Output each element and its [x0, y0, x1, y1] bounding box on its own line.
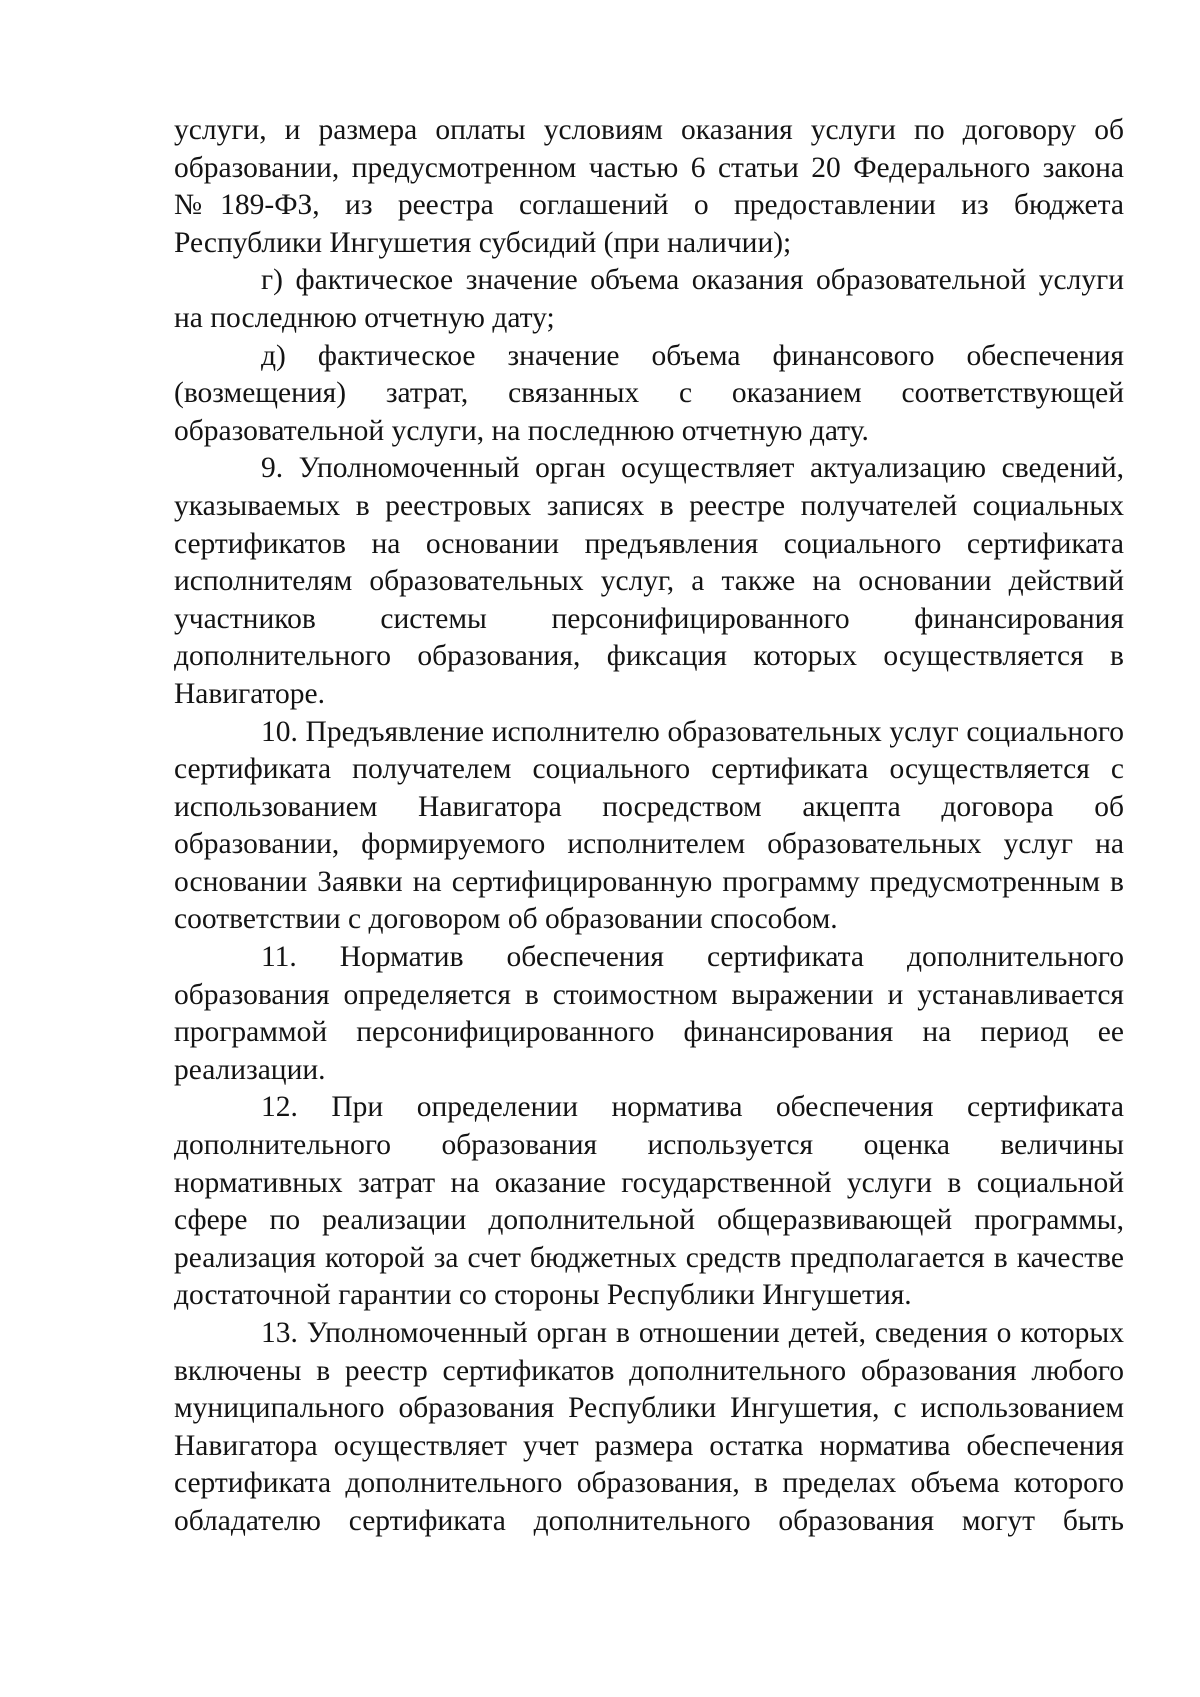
paragraph-clause-10: 10. Предъявление исполнителю образовательных услуг социального сертификата получателем социального сертификата осуществляется с использованием Навигатора посредством акцепта договора об образовании, формируемого исполнителем образовательных услуг на основании Заявки на сертифицированную программу предусмотренным в соответствии с договором об образовании способом.	[174, 715, 1124, 936]
paragraph-clause-12: 12. При определении норматива обеспечения сертификата дополнительного образования используется оценка величины нормативных затрат на оказание государственной услуги в социальной сфере по реализации дополнительной общеразвивающей программы, реализация которой за счет бюджетных средств предполагается в качестве достаточной гарантии со стороны Республики Ингушетия.	[174, 1091, 1124, 1312]
paragraph-clause-9: 9. Уполномоченный орган осуществляет актуализацию сведений, указываемых в реестровых записях в реестре получателей социальных сертификатов на основании предъявления социального сертификата исполнителям образовательных услуг, а также на основании действий участников системы персонифицированного финансирования дополнительного образования, фиксация которых осуществляется в Навигаторе.	[174, 452, 1124, 710]
paragraph-item-d: д) фактическое значение объема финансового обеспечения (возмещения) затрат, связанных с оказанием соответствующей образовательной услуги, на последнюю отчетную дату.	[174, 339, 1124, 447]
paragraph-clause-13: 13. Уполномоченный орган в отношении детей, сведения о которых включены в реестр сертификатов дополнительного образования любого муниципального образования Республики Ингушетия, с использованием Навигатора осуществляет учет размера остатка норматива обеспечения сертификата дополнительного образования, в пределах объема которого обладателю сертификата дополнительного образования могут быть	[174, 1317, 1124, 1537]
paragraph-item-g: г) фактическое значение объема оказания образовательной услуги на последнюю отчетную дату;	[174, 264, 1124, 334]
paragraph-clause-11: 11. Норматив обеспечения сертификата дополнительного образования определяется в стоимостном выражении и устанавливается программой персонифицированного финансирования на период ее реализации.	[174, 941, 1124, 1086]
document-body	[174, 112, 1124, 1541]
paragraph-continuation: услуги, и размера оплаты условиям оказания услуги по договору об образовании, предусмотренном частью 6 статьи 20 Федерального закона №189-ФЗ, из реестра соглашений о предоставлении из бюджета Республики Ингушетия субсидий (при наличии);	[174, 114, 1124, 259]
